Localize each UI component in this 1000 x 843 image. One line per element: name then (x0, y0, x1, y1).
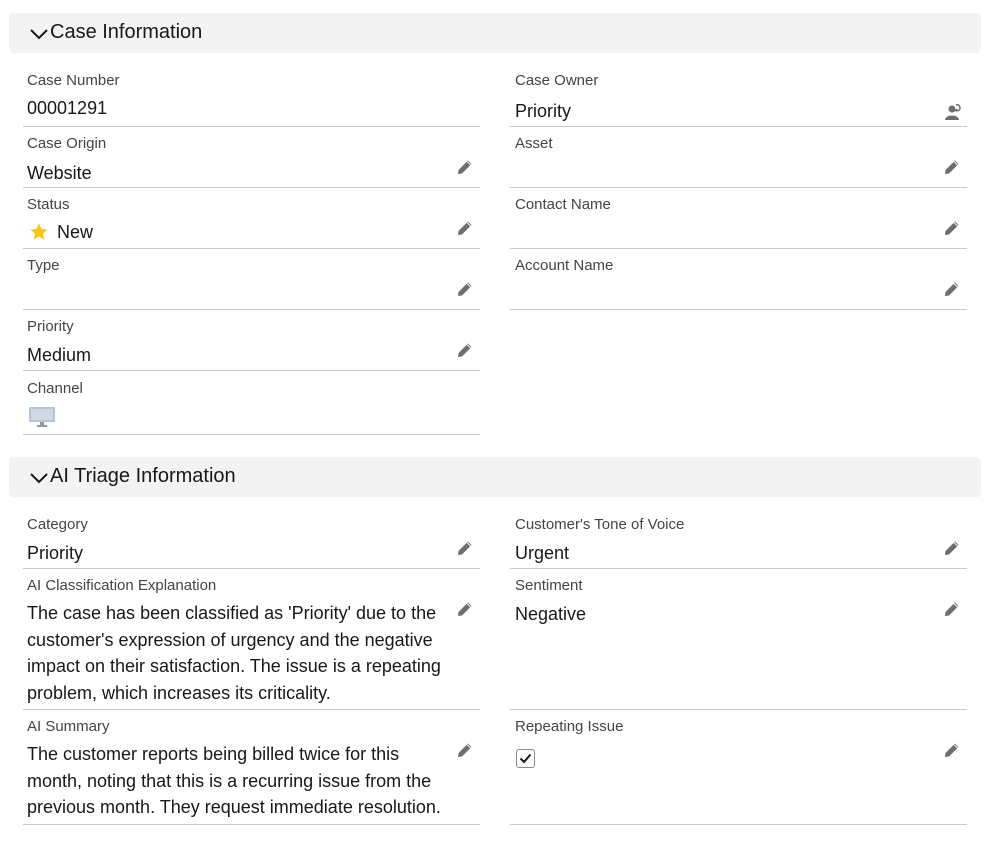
sentiment-field (510, 573, 967, 710)
ai-triage-header[interactable] (9, 457, 981, 497)
star-icon (29, 222, 49, 242)
case-owner-field (510, 68, 967, 127)
tone-of-voice-label: Customer's Tone of Voice (515, 516, 685, 533)
edit-pencil-icon[interactable] (456, 280, 474, 298)
ai-summary-field (23, 714, 480, 825)
case-number-field (23, 68, 480, 127)
status-label: Status (27, 196, 70, 213)
edit-pencil-icon[interactable] (943, 600, 961, 618)
chevron-down-icon (29, 27, 49, 41)
category-value: Priority (27, 543, 84, 563)
classification-explanation-value: The case has been classified as 'Priority' due to the customer's expression of urgency and the negative impact on their satisfaction. The issue is a repeating problem, which increases its criticality. (27, 603, 441, 703)
asset-label: Asset (515, 135, 553, 152)
edit-pencil-icon[interactable] (456, 158, 474, 176)
case-origin-label: Case Origin (27, 135, 107, 152)
case-number-value: 00001291 (27, 98, 108, 118)
priority-label: Priority (27, 318, 74, 335)
case-information-header[interactable] (9, 13, 981, 53)
section-title: AI Triage Information (50, 465, 236, 487)
edit-pencil-icon[interactable] (456, 539, 474, 557)
edit-pencil-icon[interactable] (456, 219, 474, 237)
edit-pencil-icon[interactable] (943, 158, 961, 176)
channel-label: Channel (27, 380, 83, 397)
asset-field (510, 131, 967, 188)
edit-pencil-icon[interactable] (456, 341, 474, 359)
priority-value: Medium (27, 345, 92, 365)
type-label: Type (27, 257, 60, 274)
case-owner-value[interactable]: Priority (515, 101, 572, 121)
channel-field (23, 376, 480, 435)
repeating-issue-checkbox[interactable] (516, 749, 535, 768)
ai-summary-value: The customer reports being billed twice for this month, noting that this is a recurring issue from the previous month. They request immediate resolution. (27, 744, 441, 817)
repeating-issue-label: Repeating Issue (515, 718, 624, 735)
edit-pencil-icon[interactable] (943, 539, 961, 557)
status-field (23, 192, 480, 249)
priority-field (23, 314, 480, 371)
repeating-issue-field (510, 714, 967, 825)
case-owner-label: Case Owner (515, 72, 599, 89)
edit-pencil-icon[interactable] (456, 741, 474, 759)
account-name-label: Account Name (515, 257, 614, 274)
chevron-down-icon (29, 471, 49, 485)
edit-pencil-icon[interactable] (943, 741, 961, 759)
status-value: New (57, 222, 94, 242)
edit-pencil-icon[interactable] (943, 219, 961, 237)
tone-of-voice-value: Urgent (515, 543, 570, 563)
tone-of-voice-field (510, 512, 967, 569)
category-field (23, 512, 480, 569)
case-origin-field (23, 131, 480, 188)
edit-pencil-icon[interactable] (456, 600, 474, 618)
edit-pencil-icon[interactable] (943, 280, 961, 298)
sentiment-label: Sentiment (515, 577, 583, 594)
change-owner-icon[interactable] (943, 103, 961, 121)
case-number-label: Case Number (27, 72, 120, 89)
account-name-field (510, 253, 967, 310)
ai-summary-label: AI Summary (27, 718, 110, 735)
type-field (23, 253, 480, 310)
contact-name-field (510, 192, 967, 249)
checkmark-icon (517, 750, 534, 767)
classification-explanation-label: AI Classification Explanation (27, 577, 217, 594)
monitor-icon (28, 406, 56, 428)
category-label: Category (27, 516, 88, 533)
case-origin-value: Website (27, 163, 92, 183)
section-title: Case Information (50, 21, 203, 43)
contact-name-label: Contact Name (515, 196, 611, 213)
classification-explanation-field (23, 573, 480, 710)
sentiment-value: Negative (515, 604, 587, 624)
